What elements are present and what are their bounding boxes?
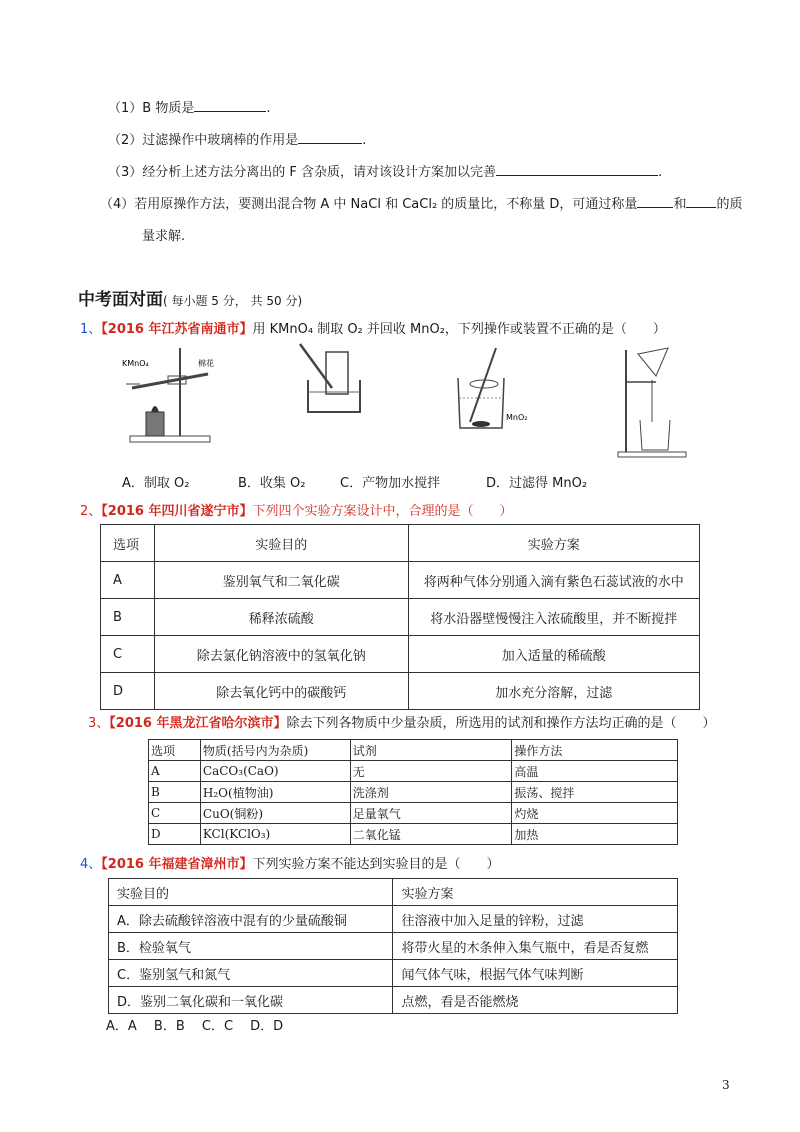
table-row bbox=[109, 906, 678, 933]
question-4-table bbox=[108, 878, 678, 1014]
table-cell: 点燃，看是否能燃烧 bbox=[393, 987, 678, 1014]
question-number: 1、 bbox=[80, 322, 102, 337]
table-header-cell: 实验方案 bbox=[393, 879, 678, 906]
option-a[interactable]: A．制取 O₂ bbox=[122, 476, 190, 491]
question-source: 【2016 年福建省漳州市】 bbox=[101, 857, 253, 872]
answer-blank[interactable] bbox=[637, 195, 673, 208]
question-2-table bbox=[100, 524, 700, 710]
question-text: 下列四个实验方案设计中，合理的是（ ） bbox=[252, 504, 513, 519]
question-source: 【2016 年黑龙江省哈尔滨市】 bbox=[109, 716, 287, 731]
answer-blank[interactable] bbox=[496, 163, 658, 176]
table-row bbox=[101, 599, 700, 636]
q-prev-line-3 bbox=[108, 161, 662, 180]
table-cell: 鉴别氧气和二氧化碳 bbox=[154, 562, 408, 599]
option-c[interactable]: C．产物加水搅拌 bbox=[340, 476, 441, 491]
q-prev-line-4-cont: 量求解. bbox=[142, 229, 186, 244]
table-row bbox=[149, 782, 678, 803]
table-cell: D bbox=[101, 673, 155, 710]
question-source: 【2016 年江苏省南通市】 bbox=[101, 322, 253, 337]
table-header-cell: 选项 bbox=[101, 525, 155, 562]
q-prev-line-1-end: . bbox=[266, 101, 271, 116]
table-cell: 无 bbox=[350, 761, 512, 782]
figure-d-filtration bbox=[612, 340, 692, 460]
table-row bbox=[149, 803, 678, 824]
table-row bbox=[109, 960, 678, 987]
table-cell: 加入适量的稀硫酸 bbox=[408, 636, 700, 673]
table-cell: A．除去硫酸锌溶液中混有的少量硫酸铜 bbox=[109, 906, 393, 933]
table-header-cell: 操作方法 bbox=[512, 740, 678, 761]
table-header-row bbox=[109, 879, 678, 906]
question-number: 4、 bbox=[80, 857, 102, 872]
table-row bbox=[109, 933, 678, 960]
answer-blank[interactable] bbox=[194, 99, 266, 112]
table-row bbox=[101, 636, 700, 673]
question-4-options[interactable]: A．A B．B C．C D．D bbox=[106, 1019, 284, 1034]
table-cell: 往溶液中加入足量的锌粉，过滤 bbox=[393, 906, 678, 933]
q-prev-line-2 bbox=[108, 129, 366, 148]
question-number: 3、 bbox=[88, 716, 110, 731]
table-row bbox=[149, 824, 678, 845]
figure-c-stirring bbox=[448, 340, 538, 435]
table-cell: 除去氧化钙中的碳酸钙 bbox=[154, 673, 408, 710]
table-cell: KCl(KClO₃) bbox=[200, 824, 350, 845]
question-text: 除去下列各物质中少量杂质，所选用的试剂和操作方法均正确的是（ ） bbox=[286, 716, 716, 731]
table-cell: 二氧化锰 bbox=[350, 824, 512, 845]
table-cell: B bbox=[149, 782, 201, 803]
table-cell: 洗涤剂 bbox=[350, 782, 512, 803]
question-2-stem bbox=[80, 500, 513, 519]
table-cell: A bbox=[101, 562, 155, 599]
question-1-stem bbox=[80, 318, 666, 337]
q-prev-line-4-end: 的质 bbox=[716, 197, 743, 212]
q-prev-line-3-end: . bbox=[658, 165, 663, 180]
q-prev-line-2-text: （2）过滤操作中玻璃棒的作用是 bbox=[108, 133, 299, 148]
table-header-cell: 物质(括号内为杂质) bbox=[200, 740, 350, 761]
table-cell: 加热 bbox=[512, 824, 678, 845]
table-cell: D bbox=[149, 824, 201, 845]
table-cell: 稀释浓硫酸 bbox=[154, 599, 408, 636]
table-cell: CaCO₃(CaO) bbox=[200, 761, 350, 782]
table-cell: 加水充分溶解，过滤 bbox=[408, 673, 700, 710]
section-subtitle: ( 每小题 5 分， 共 50 分) bbox=[163, 294, 303, 308]
table-cell: B．检验氧气 bbox=[109, 933, 393, 960]
q-prev-line-4-text: （4）若用原操作方法，要测出混合物 A 中 NaCl 和 CaCl₂ 的质量比，不称量 D，可通过称量 bbox=[100, 197, 638, 212]
table-header-row bbox=[149, 740, 678, 761]
answer-blank[interactable] bbox=[298, 131, 362, 144]
fig-label-kmno4: KMnO₄ bbox=[122, 359, 149, 368]
table-cell: 除去氯化钠溶液中的氢氧化钠 bbox=[154, 636, 408, 673]
table-cell: C bbox=[149, 803, 201, 824]
question-3-stem bbox=[88, 712, 716, 731]
table-cell: B bbox=[101, 599, 155, 636]
question-1-options bbox=[122, 472, 587, 491]
table-row bbox=[149, 761, 678, 782]
question-source: 【2016 年四川省遂宁市】 bbox=[101, 504, 253, 519]
table-header-cell: 实验目的 bbox=[109, 879, 393, 906]
section-header bbox=[78, 285, 302, 310]
table-cell: C．鉴别氢气和氮气 bbox=[109, 960, 393, 987]
table-row bbox=[109, 987, 678, 1014]
table-row bbox=[101, 562, 700, 599]
table-cell: 将带火星的木条伸入集气瓶中，看是否复燃 bbox=[393, 933, 678, 960]
q-prev-line-4-mid: 和 bbox=[673, 197, 687, 212]
question-text: 下列实验方案不能达到实验目的是（ ） bbox=[252, 857, 500, 872]
table-header-cell: 试剂 bbox=[350, 740, 512, 761]
table-cell: 将两种气体分别通入滴有紫色石蕊试液的水中 bbox=[408, 562, 700, 599]
figure-b-gas-collection bbox=[294, 340, 374, 420]
table-cell: 闻气体气味，根据气体气味判断 bbox=[393, 960, 678, 987]
section-title: 中考面对面 bbox=[78, 290, 163, 310]
table-cell: 灼烧 bbox=[512, 803, 678, 824]
q-prev-line-1-text: （1）B 物质是 bbox=[108, 101, 195, 116]
option-b[interactable]: B．收集 O₂ bbox=[238, 476, 306, 491]
question-3-table bbox=[148, 739, 678, 845]
table-row bbox=[101, 673, 700, 710]
question-text: 用 KMnO₄ 制取 O₂ 并回收 MnO₂，下列操作或装置不正确的是（ ） bbox=[252, 322, 666, 337]
table-cell: CuO(铜粉) bbox=[200, 803, 350, 824]
answer-blank[interactable] bbox=[686, 195, 716, 208]
fig-label-cotton: 棉花 bbox=[198, 359, 214, 368]
question-4-stem bbox=[80, 853, 500, 872]
table-header-row bbox=[101, 525, 700, 562]
table-cell: H₂O(植物油) bbox=[200, 782, 350, 803]
table-cell: 足量氧气 bbox=[350, 803, 512, 824]
q-prev-line-1 bbox=[108, 97, 270, 116]
q-prev-line-4 bbox=[100, 193, 742, 212]
table-cell: 将水沿器壁慢慢注入浓硫酸里，并不断搅拌 bbox=[408, 599, 700, 636]
q-prev-line-3-text: （3）经分析上述方法分离出的 F 含杂质，请对该设计方案加以完善 bbox=[108, 165, 497, 180]
table-header-cell: 选项 bbox=[149, 740, 201, 761]
table-cell: A bbox=[149, 761, 201, 782]
figure-a-heating-apparatus bbox=[118, 340, 223, 450]
question-number: 2、 bbox=[80, 504, 102, 519]
table-cell: C bbox=[101, 636, 155, 673]
table-cell: D．鉴别二氧化碳和一氧化碳 bbox=[109, 987, 393, 1014]
fig-label-mno2: MnO₂ bbox=[506, 413, 528, 422]
option-d[interactable]: D．过滤得 MnO₂ bbox=[486, 476, 588, 491]
page-number: 3 bbox=[722, 1078, 730, 1092]
table-cell: 振荡、搅拌 bbox=[512, 782, 678, 803]
table-header-cell: 实验方案 bbox=[408, 525, 700, 562]
table-header-cell: 实验目的 bbox=[154, 525, 408, 562]
q-prev-line-2-end: . bbox=[362, 133, 367, 148]
table-cell: 高温 bbox=[512, 761, 678, 782]
